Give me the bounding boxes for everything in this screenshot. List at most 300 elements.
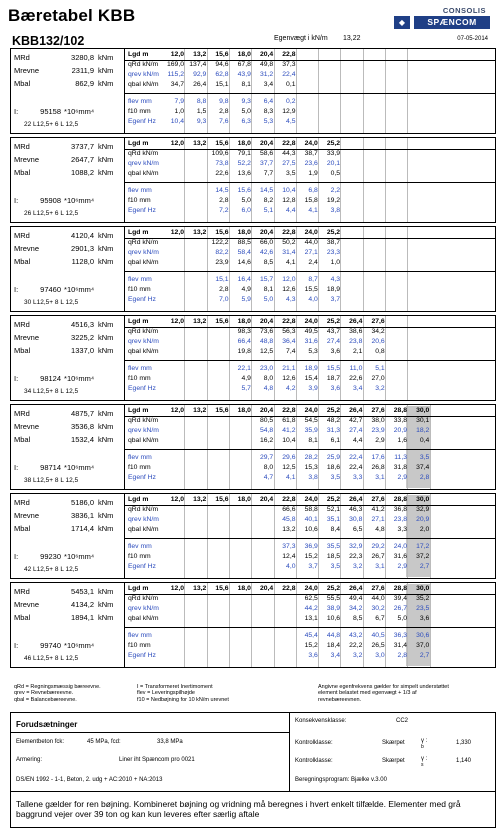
mbal-label: Mbal — [14, 346, 31, 355]
mbal-value: 862,9 — [75, 79, 94, 88]
qrev-cell: 26,7 — [393, 605, 407, 612]
beam-block — [10, 582, 496, 668]
mrd-unit: kNm — [98, 142, 114, 151]
page-subtitle: KBB132/102 — [12, 34, 85, 48]
f10-cell: 2,8 — [219, 286, 229, 293]
lgd-cell: 18,0 — [237, 496, 251, 503]
flev-cell: 29,7 — [259, 454, 274, 461]
f10-cell: 22,6 — [349, 375, 363, 382]
assumptions-box — [10, 712, 496, 828]
qbal-cell: 6,5 — [352, 526, 363, 533]
egenf-cell: 3,2 — [352, 563, 363, 570]
egenf-cell: 5,3 — [263, 118, 274, 125]
lgd-cell: 12,0 — [170, 407, 184, 414]
qrd-cell: 37,3 — [282, 61, 296, 68]
beam-properties — [11, 316, 125, 400]
lgd-cell: 26,4 — [349, 496, 363, 503]
inertia-value: 99740 — [40, 641, 62, 650]
qbal-row-label: qbal kN/m — [128, 81, 159, 88]
mbal-label: Mbal — [14, 168, 31, 177]
mbal-unit: kNm — [98, 79, 114, 88]
mrevne-unit: kNm — [98, 244, 114, 253]
lgd-row-label: Lgd m — [128, 407, 149, 414]
flev-cell: 22,1 — [237, 365, 251, 372]
lgd-cell: 24,0 — [304, 229, 318, 236]
lgd-cell: 18,0 — [237, 51, 251, 58]
egenf-cell: 7,0 — [219, 296, 229, 303]
qbal-cell: 1,6 — [397, 437, 407, 444]
f10-cell: 15,3 — [304, 464, 318, 471]
column-divider — [340, 138, 341, 222]
qrev-cell: 27,5 — [282, 160, 296, 167]
flev-cell: 14,5 — [259, 187, 274, 194]
flev-row-label: flev mm — [128, 365, 152, 372]
qrev-cell: 58,4 — [237, 249, 251, 256]
inertia-label: I: — [14, 107, 19, 116]
inertia — [14, 107, 94, 116]
elementbeton-label: Elementbeton fck: — [16, 739, 65, 745]
flev-row-label: flev mm — [128, 187, 152, 194]
lgd-row-label: Lgd m — [128, 496, 149, 503]
strand-config: 38 L12,5+ 8 L 12,5 — [24, 477, 79, 484]
column-divider — [385, 316, 386, 400]
qbal-cell: 4,8 — [375, 526, 385, 533]
lgd-cell: 22,8 — [282, 51, 296, 58]
egenf-row-label: Egenf Hz — [128, 563, 156, 570]
column-divider — [385, 138, 386, 222]
qrd-cell: 169,0 — [166, 61, 184, 68]
f10-cell: 15,2 — [304, 642, 318, 649]
legend-line: flev = Leveringspilhøjde — [137, 690, 195, 697]
mrevne-label: Mrevne — [14, 66, 40, 75]
lgd-cell: 30,0 — [416, 585, 430, 592]
qrd-cell: 55,5 — [326, 595, 341, 602]
strand-config: 46 L12,5+ 8 L 12,5 — [24, 655, 79, 662]
capacity-values — [125, 316, 495, 400]
column-divider — [363, 227, 364, 311]
lgd-cell: 22,8 — [282, 229, 296, 236]
column-divider — [229, 405, 230, 489]
row-divider — [125, 449, 495, 450]
f10-row-label: f10 mm — [128, 286, 151, 293]
qrev-row-label: qrev kN/m — [128, 71, 159, 78]
legend-col-1 — [14, 684, 101, 703]
row-divider — [125, 93, 495, 94]
egenf-cell: 6,0 — [241, 207, 251, 214]
qrd-cell: 41,2 — [371, 506, 385, 513]
qrev-cell: 31,6 — [304, 338, 318, 345]
qbal-cell: 13,6 — [237, 170, 251, 177]
egenf-cell: 3,6 — [308, 652, 318, 659]
mbal-value: 1714,4 — [71, 524, 94, 533]
konsekvens-label: Konsekvensklasse: — [295, 718, 347, 724]
flev-cell: 28,2 — [304, 454, 318, 461]
qbal-cell: 0,5 — [330, 170, 341, 177]
column-divider — [385, 49, 386, 133]
egenf-cell: 5,7 — [241, 385, 251, 392]
qrev-cell: 27,1 — [304, 249, 318, 256]
legend-line: f10 = Nedbøjning for 10 kN/m urevnet — [137, 696, 229, 703]
f10-cell: 37,4 — [416, 464, 430, 471]
kontrol2-label: Kontrolklasse: — [295, 758, 333, 764]
f10-cell: 8,3 — [263, 108, 274, 115]
mrd-label: MRd — [14, 320, 30, 329]
qrev-cell: 27,1 — [371, 516, 385, 523]
gamma-s-label: γ : s — [421, 756, 428, 768]
legend-line: qrev = Revnebæreevne. — [14, 690, 74, 697]
inertia — [14, 285, 94, 294]
qbal-cell: 3,5 — [286, 170, 296, 177]
qbal-cell: 26,4 — [193, 81, 207, 88]
f10-cell: 15,5 — [304, 286, 318, 293]
f10-cell: 1,5 — [196, 108, 207, 115]
qbal-cell: 8,4 — [330, 526, 341, 533]
column-divider — [274, 583, 275, 667]
lgd-cell: 20,4 — [259, 51, 274, 58]
flev-cell: 24,0 — [393, 543, 407, 550]
qrd-cell: 61,8 — [282, 417, 296, 424]
egenvaegt — [274, 35, 361, 42]
flev-cell: 36,9 — [304, 543, 318, 550]
qrd-cell: 44,0 — [304, 239, 318, 246]
qbal-cell: 8,1 — [241, 81, 251, 88]
f10-cell: 12,6 — [282, 286, 296, 293]
flev-row-label: flev mm — [128, 632, 152, 639]
lgd-cell: 27,6 — [371, 407, 385, 414]
f10-cell: 37,0 — [416, 642, 430, 649]
inertia-value: 98124 — [40, 374, 62, 383]
qbal-cell: 7,4 — [286, 348, 296, 355]
mbal-unit: kNm — [98, 524, 114, 533]
mrd-value: 3280,8 — [71, 53, 94, 62]
qrev-row-label: qrev kN/m — [128, 249, 159, 256]
flev-cell: 29,6 — [282, 454, 296, 461]
capacity-table — [10, 48, 496, 672]
egenf-cell: 4,8 — [263, 385, 274, 392]
inertia-unit: *10⁶mm⁴ — [64, 641, 95, 650]
lgd-cell: 18,0 — [237, 585, 251, 592]
qrev-cell: 38,9 — [326, 605, 341, 612]
inertia-label: I: — [14, 641, 19, 650]
egenvaegt-value: 13,22 — [343, 35, 361, 42]
f10-cell: 4,9 — [241, 375, 251, 382]
lgd-cell: 22,8 — [282, 318, 296, 325]
f10-cell: 26,5 — [371, 642, 385, 649]
mbal-label: Mbal — [14, 257, 31, 266]
mrd-value: 5186,0 — [71, 498, 94, 507]
flev-cell: 9,3 — [241, 98, 251, 105]
mrevne-label: Mrevne — [14, 600, 40, 609]
inertia — [14, 641, 94, 650]
flev-cell: 30,6 — [416, 632, 430, 639]
qrd-cell: 46,3 — [349, 506, 363, 513]
egenf-cell: 3,1 — [375, 474, 385, 481]
qrd-cell: 137,4 — [189, 61, 207, 68]
f10-cell: 8,0 — [263, 464, 274, 471]
qrev-cell: 30,8 — [349, 516, 363, 523]
egenf-row-label: Egenf Hz — [128, 207, 156, 214]
f10-cell: 12,6 — [282, 375, 296, 382]
inertia-label: I: — [14, 374, 19, 383]
qrev-cell: 18,2 — [416, 427, 430, 434]
egenf-cell: 5,9 — [241, 296, 251, 303]
flev-row-label: flev mm — [128, 543, 152, 550]
lgd-cell: 13,2 — [193, 496, 207, 503]
qbal-row-label: qbal kN/m — [128, 170, 159, 177]
flev-cell: 32,9 — [349, 543, 363, 550]
f10-cell: 26,8 — [371, 464, 385, 471]
qrev-cell: 82,2 — [215, 249, 229, 256]
gamma-b-label: γ : b — [421, 738, 428, 750]
flev-cell: 25,9 — [326, 454, 341, 461]
lgd-cell: 27,6 — [371, 496, 385, 503]
inertia-unit: *10⁶mm⁴ — [64, 107, 95, 116]
egenf-cell: 6,3 — [241, 118, 251, 125]
lgd-cell: 13,2 — [193, 229, 207, 236]
divider-vertical — [289, 713, 290, 791]
qrd-cell: 38,7 — [304, 150, 318, 157]
f10-cell: 4,9 — [241, 286, 251, 293]
flev-cell: 44,8 — [326, 632, 341, 639]
egenf-row-label: Egenf Hz — [128, 385, 156, 392]
qrd-cell: 32,9 — [416, 506, 430, 513]
lgd-cell: 13,2 — [193, 585, 207, 592]
beam-properties — [11, 405, 125, 489]
f10-cell: 12,9 — [282, 108, 296, 115]
egenf-row-label: Egenf Hz — [128, 118, 156, 125]
footnote: Tallene gælder for ren bøjning. Kombineret bøjning og vridning må beregnes i hvert enkelt tilfælde. Elementer med grå baggrund vejer over 39 ton og kan kun leveres efter særlig aftale — [16, 799, 461, 819]
egenf-cell: 5,0 — [263, 296, 274, 303]
qbal-cell: 3,6 — [330, 348, 341, 355]
qbal-row-label: qbal kN/m — [128, 348, 159, 355]
lgd-cell: 26,4 — [349, 585, 363, 592]
egenf-cell: 3,6 — [330, 385, 341, 392]
qrd-cell: 44,0 — [371, 595, 385, 602]
flev-cell: 7,9 — [174, 98, 184, 105]
standard-text: DS/EN 1992 - 1-1, Beton, 2. udg + AC:2010 + NA:2013 — [16, 777, 163, 783]
strand-config: 22 L12,5+ 6 L 12,5 — [24, 121, 79, 128]
qbal-cell: 13,1 — [304, 615, 318, 622]
inertia-label: I: — [14, 552, 19, 561]
gamma-b-sub: b — [421, 744, 424, 750]
qrd-cell: 73,6 — [259, 328, 274, 335]
column-divider — [407, 316, 408, 400]
mrd-label: MRd — [14, 498, 30, 507]
strand-config: 26 L12,5+ 6 L 12,5 — [24, 210, 79, 217]
egenf-cell: 3,9 — [308, 385, 318, 392]
egenf-cell: 3,7 — [330, 296, 341, 303]
qbal-cell: 5,3 — [308, 348, 318, 355]
mrd-value: 3737,7 — [71, 142, 94, 151]
column-divider — [184, 583, 185, 667]
gamma-s-sub: s — [421, 762, 424, 768]
lgd-cell: 26,4 — [349, 407, 363, 414]
lgd-cell: 20,4 — [259, 318, 274, 325]
qbal-cell: 2,9 — [375, 437, 385, 444]
lgd-cell: 22,8 — [282, 585, 296, 592]
beam-block — [10, 493, 496, 579]
f10-cell: 1,0 — [174, 108, 184, 115]
f10-cell: 19,2 — [326, 197, 341, 204]
armering-label: Armering: — [16, 757, 43, 763]
egenf-row-label: Egenf Hz — [128, 296, 156, 303]
flev-cell: 2,2 — [330, 187, 341, 194]
flev-cell: 15,6 — [237, 187, 251, 194]
qbal-cell: 10,6 — [304, 526, 318, 533]
gamma-s-value: 1,140 — [456, 758, 472, 764]
column-divider — [430, 583, 431, 667]
f10-cell: 26,7 — [371, 553, 385, 560]
qrev-cell: 35,1 — [326, 516, 341, 523]
egenf-cell: 3,5 — [330, 563, 341, 570]
qrd-cell: 109,6 — [211, 150, 229, 157]
qrev-row-label: qrev kN/m — [128, 605, 159, 612]
divider — [11, 791, 495, 792]
program-text: Beregningsprogram: Bjælke v.3.00 — [295, 777, 387, 783]
strand-config: 42 L12,5+ 8 L 12,5 — [24, 566, 79, 573]
qrd-cell: 35,2 — [416, 595, 430, 602]
mrd-label: MRd — [14, 409, 30, 418]
lgd-cell: 12,0 — [170, 318, 184, 325]
inertia — [14, 463, 94, 472]
qrd-cell: 67,8 — [237, 61, 251, 68]
lgd-cell: 12,0 — [170, 496, 184, 503]
row-divider — [125, 627, 495, 628]
qrev-cell: 35,9 — [304, 427, 318, 434]
qrev-cell: 37,7 — [259, 160, 274, 167]
mrd-value: 5453,1 — [71, 587, 94, 596]
qrev-cell: 20,9 — [393, 427, 407, 434]
mrevne-value: 3225,2 — [71, 333, 94, 342]
f10-cell: 2,8 — [219, 108, 229, 115]
row-divider — [125, 182, 495, 183]
lgd-cell: 22,8 — [282, 496, 296, 503]
lgd-row-label: Lgd m — [128, 140, 149, 147]
mrd-unit: kNm — [98, 231, 114, 240]
column-divider — [407, 227, 408, 311]
qrd-row-label: qRd kN/m — [128, 417, 159, 424]
flev-cell: 45,4 — [304, 632, 318, 639]
assumptions-header: Forudsætninger — [16, 720, 78, 729]
mrevne-value: 4134,2 — [71, 600, 94, 609]
lgd-cell: 15,6 — [215, 585, 229, 592]
mrevne-label: Mrevne — [14, 155, 40, 164]
qbal-cell: 3,3 — [397, 526, 407, 533]
column-divider — [184, 405, 185, 489]
qbal-row-label: qbal kN/m — [128, 259, 159, 266]
qrd-cell: 54,5 — [304, 417, 318, 424]
qrd-cell: 80,5 — [259, 417, 274, 424]
inertia-label: I: — [14, 285, 19, 294]
egenf-cell: 2,7 — [419, 563, 430, 570]
f10-cell: 18,5 — [326, 553, 341, 560]
qrev-cell: 30,2 — [371, 605, 385, 612]
qbal-row-label: qbal kN/m — [128, 437, 159, 444]
lgd-cell: 25,2 — [326, 407, 341, 414]
qrd-cell: 52,1 — [326, 506, 341, 513]
qbal-cell: 15,1 — [215, 81, 229, 88]
f10-cell: 2,8 — [219, 197, 229, 204]
f10-cell: 8,0 — [263, 375, 274, 382]
f10-cell: 5,0 — [241, 108, 251, 115]
flev-cell: 9,8 — [219, 98, 229, 105]
egenf-cell: 2,9 — [397, 563, 407, 570]
qrd-cell: 49,5 — [304, 328, 318, 335]
mbal-value: 1337,0 — [71, 346, 94, 355]
qbal-cell: 5,0 — [397, 615, 407, 622]
qrd-cell: 49,4 — [349, 595, 363, 602]
inertia — [14, 196, 94, 205]
flev-cell: 6,4 — [263, 98, 274, 105]
qbal-cell: 0,1 — [286, 81, 296, 88]
mrevne-value: 2901,3 — [71, 244, 94, 253]
column-divider — [385, 227, 386, 311]
qrev-cell: 36,4 — [282, 338, 296, 345]
legend-line: I = Transformeret Inertimoment — [137, 684, 213, 690]
egenf-cell: 3,5 — [330, 474, 341, 481]
qrd-cell: 98,3 — [237, 328, 251, 335]
flev-cell: 16,4 — [237, 276, 251, 283]
qrd-cell: 66,6 — [282, 506, 296, 513]
flev-cell: 12,0 — [282, 276, 296, 283]
qrev-cell: 62,8 — [215, 71, 229, 78]
qrev-cell: 73,8 — [215, 160, 229, 167]
f10-cell: 18,4 — [326, 642, 341, 649]
qbal-cell: 4,4 — [352, 437, 363, 444]
kontrol2-value: Skærpet — [382, 758, 405, 764]
qrd-cell: 33,9 — [326, 150, 341, 157]
mbal-unit: kNm — [98, 257, 114, 266]
lgd-row-label: Lgd m — [128, 51, 149, 58]
qrev-row-label: qrev kN/m — [128, 516, 159, 523]
qbal-cell: 0,8 — [375, 348, 385, 355]
mrevne-label: Mrevne — [14, 511, 40, 520]
f10-cell: 37,2 — [416, 553, 430, 560]
mrd-value: 4516,3 — [71, 320, 94, 329]
f10-row-label: f10 mm — [128, 642, 151, 649]
flev-cell: 36,3 — [393, 632, 407, 639]
flev-cell: 40,5 — [371, 632, 385, 639]
qrd-cell: 38,6 — [349, 328, 363, 335]
qrev-cell: 66,4 — [237, 338, 251, 345]
qbal-cell: 10,6 — [326, 615, 341, 622]
lgd-cell: 25,2 — [326, 496, 341, 503]
lgd-cell: 24,0 — [304, 496, 318, 503]
flev-cell: 11,0 — [349, 365, 363, 372]
row-divider — [125, 538, 495, 539]
mrevne-unit: kNm — [98, 155, 114, 164]
gamma-b-symbol: γ — [421, 738, 424, 744]
mbal-label: Mbal — [14, 524, 31, 533]
qbal-cell: 6,1 — [330, 437, 341, 444]
mbal-value: 1532,4 — [71, 435, 94, 444]
column-divider — [229, 494, 230, 578]
lgd-cell: 13,2 — [193, 407, 207, 414]
row-divider — [125, 360, 495, 361]
beam-properties — [11, 583, 125, 667]
qrev-cell: 27,4 — [349, 427, 363, 434]
kontrol1-label: Kontrolklasse: — [295, 740, 333, 746]
qbal-cell: 1,9 — [308, 170, 318, 177]
inertia-unit: *10⁶mm⁴ — [64, 552, 95, 561]
lgd-cell: 12,0 — [170, 585, 184, 592]
column-divider — [340, 49, 341, 133]
lgd-cell: 18,0 — [237, 318, 251, 325]
mrevne-unit: kNm — [98, 600, 114, 609]
flev-cell: 6,8 — [308, 187, 318, 194]
lgd-cell: 24,0 — [304, 140, 318, 147]
column-divider — [363, 138, 364, 222]
